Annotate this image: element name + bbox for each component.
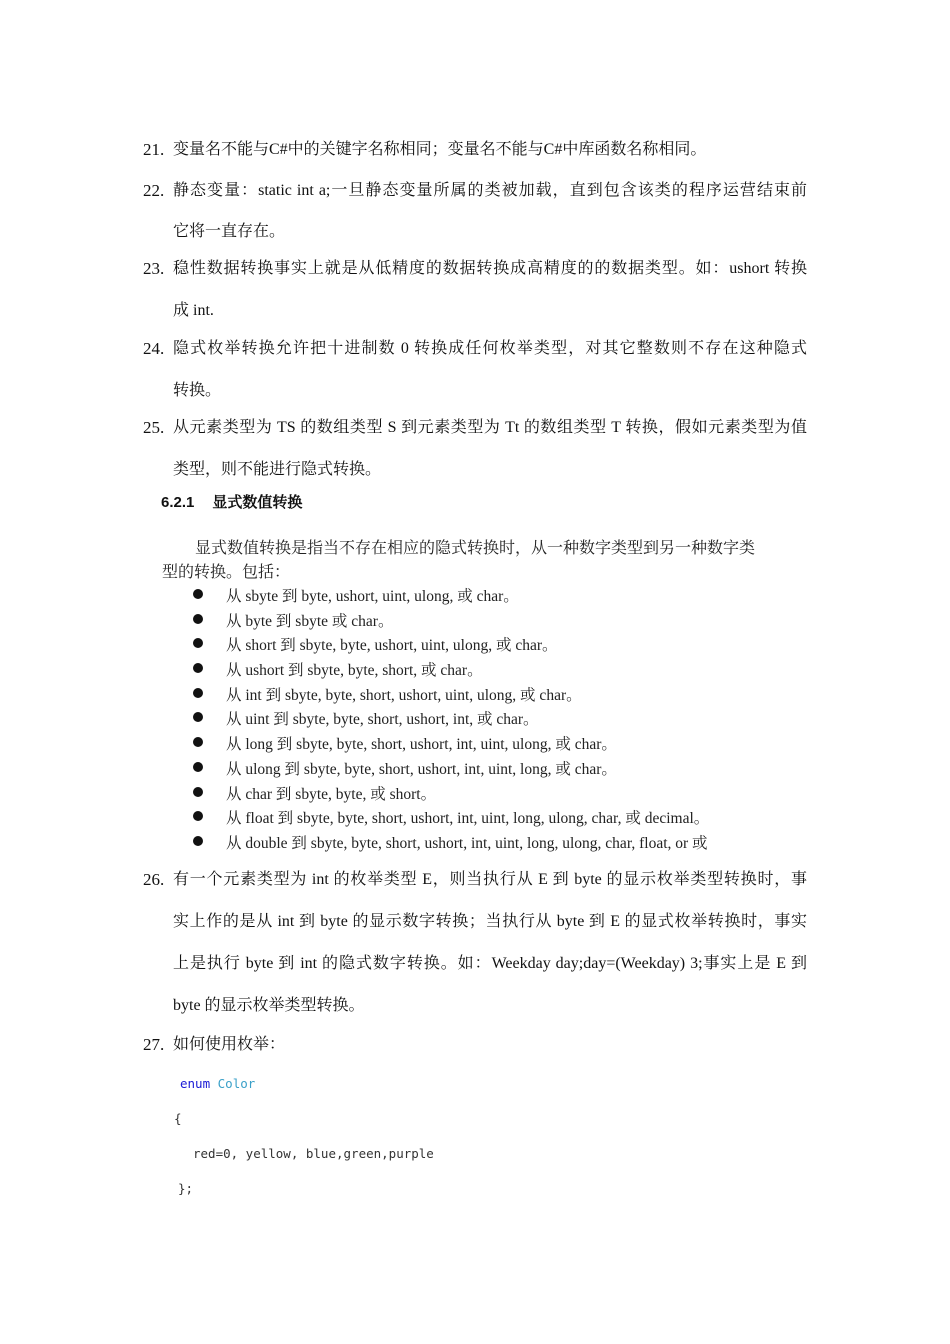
bullet-dot-icon bbox=[193, 787, 203, 797]
item-text-line-2: 它将一直存在。 bbox=[173, 223, 286, 240]
item-number: 22. bbox=[143, 181, 165, 200]
item-text-line-1: 隐式枚举转换允许把十进制数 0 转换成任何枚举类型，对其它整数则不存在这种隐式 bbox=[173, 340, 807, 357]
section-title: 显式数值转换 bbox=[212, 494, 303, 511]
bullet-dot-icon bbox=[193, 836, 203, 846]
bullet-dot-icon bbox=[193, 811, 203, 821]
item-number: 23. bbox=[143, 259, 165, 278]
item-text-line-2: 成 int. bbox=[173, 302, 214, 319]
item-text-line-1: 有一个元素类型为 int 的枚举类型 E，则当执行从 E 到 byte 的显示枚举类型转换时，事 bbox=[173, 871, 807, 888]
item-text-line-1: 从元素类型为 TS 的数组类型 S 到元素类型为 Tt 的数组类型 T 转换，假如元素类型为值 bbox=[173, 419, 807, 436]
code-close: }; bbox=[178, 1181, 194, 1196]
bullet-dot-icon bbox=[193, 589, 203, 599]
item-text-line-1: 静态变量：static int a;一旦静态变量所属的类被加载，直到包含该类的程序运营结束前 bbox=[173, 182, 807, 199]
section-heading bbox=[161, 491, 302, 512]
item-text-line-1: 稳性数据转换事实上就是从低精度的数据转换成高精度的的数据类型。如：ushort 转换 bbox=[173, 260, 807, 277]
bullet-dot-icon bbox=[193, 638, 203, 648]
code-enum-body: red=0, yellow, blue,green,purple bbox=[193, 1146, 434, 1161]
section-intro-line-1: 显式数值转换是指当不存在相应的隐式转换时，从一种数字类型到另一种数字类 bbox=[195, 540, 756, 557]
item-number: 26. bbox=[143, 870, 165, 889]
item-text-line-2: 转换。 bbox=[173, 382, 222, 399]
code-line-enum bbox=[180, 1076, 255, 1091]
item-text-line-2: 实上作的是从 int 到 byte 的显示数字转换；当执行从 byte 到 E 的显式枚举转换时，事实 bbox=[173, 913, 807, 930]
bullet-dot-icon bbox=[193, 663, 203, 673]
code-type-name: Color bbox=[217, 1076, 256, 1091]
item-text: 如何使用枚举： bbox=[173, 1036, 286, 1053]
item-number: 21. bbox=[143, 140, 165, 159]
item-number: 25. bbox=[143, 418, 165, 437]
item-number: 24. bbox=[143, 339, 165, 358]
item-text-line-3: 上是执行 byte 到 int 的隐式数字转换。如：Weekday day;day=(Weekday) 3;事实上是 E 到 bbox=[173, 955, 807, 972]
bullet-dot-icon bbox=[193, 762, 203, 772]
item-text-line-4: byte 的显示枚举类型转换。 bbox=[173, 997, 365, 1014]
section-intro-line-2: 型的转换。包括： bbox=[162, 564, 291, 581]
bullet-dot-icon bbox=[193, 737, 203, 747]
item-number: 27. bbox=[143, 1035, 165, 1054]
item-text: 变量名不能与C#中的关键字名称相同；变量名不能与C#中库函数名称相同。 bbox=[173, 141, 707, 158]
bullet-dot-icon bbox=[193, 614, 203, 624]
code-keyword: enum bbox=[180, 1076, 211, 1091]
bullet-dot-icon bbox=[193, 688, 203, 698]
bullet-dot-icon bbox=[193, 712, 203, 722]
section-number: 6.2.1 bbox=[161, 494, 195, 511]
item-text-line-2: 类型，则不能进行隐式转换。 bbox=[173, 461, 382, 478]
code-open-brace: { bbox=[174, 1111, 182, 1126]
